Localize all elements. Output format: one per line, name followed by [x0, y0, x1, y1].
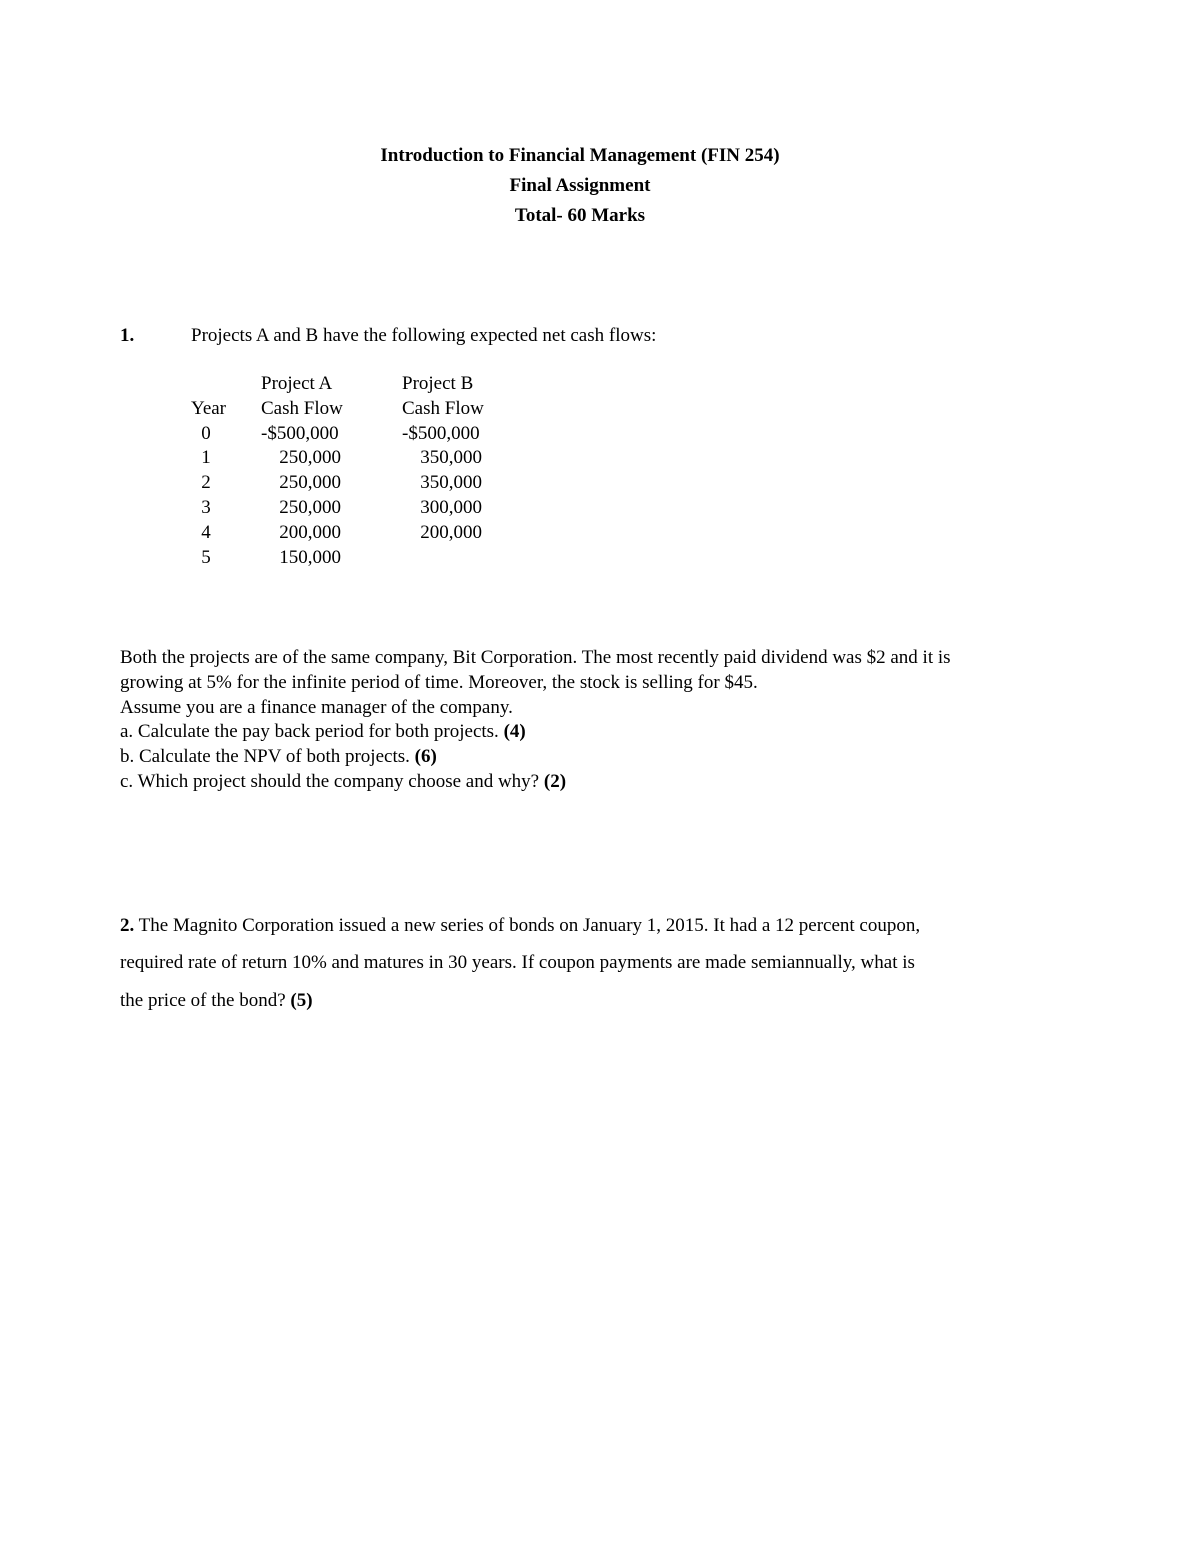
project-a-cell: 250,000	[279, 447, 341, 469]
project-a-cell: 150,000	[279, 546, 341, 568]
project-a-cell: 200,000	[279, 521, 341, 543]
part-c-text: c. Which project should the company choose and why?	[120, 771, 544, 792]
course-title: Introduction to Financial Management (FIN 254)	[380, 145, 780, 166]
part-b-text: b. Calculate the NPV of both projects.	[120, 746, 415, 767]
question-2-text-1: The Magnito Corporation issued a new series of bonds on January 1, 2015. It had a 12 percent coupon,	[134, 915, 921, 936]
year-cell: 0	[201, 422, 211, 444]
question-2-line-3	[120, 989, 313, 1013]
assignment-title: Final Assignment	[509, 175, 651, 196]
project-a-header: Project A	[261, 373, 333, 394]
part-c-marks: (2)	[543, 771, 567, 792]
total-marks: Total- 60 Marks	[514, 205, 646, 226]
question-1-part-b	[120, 745, 437, 770]
project-b-cell: -$500,000	[402, 422, 480, 444]
question-2-marks: (5)	[290, 990, 313, 1011]
question-1-number: 1.	[120, 325, 135, 346]
year-cell: 2	[201, 472, 211, 494]
year-cell: 5	[201, 546, 211, 568]
project-b-cell: 350,000	[420, 447, 482, 469]
project-b-cell: 350,000	[420, 472, 482, 494]
year-header: Year	[191, 397, 227, 419]
project-b-cell: 200,000	[420, 521, 482, 543]
year-cell: 4	[201, 521, 211, 543]
question-2-number: 2.	[120, 915, 135, 936]
question-2-line-1	[120, 914, 920, 938]
project-b-header: Project B	[402, 373, 474, 394]
year-cell: 1	[201, 447, 211, 469]
project-a-cell: 250,000	[279, 472, 341, 494]
question-1-part-c	[120, 770, 566, 795]
question-1-context-line-1: Both the projects are of the same company, Bit Corporation. The most recently paid dividend was $2 and it is	[120, 647, 951, 668]
question-1-intro: Projects A and B have the following expected net cash flows:	[191, 325, 657, 346]
cash-flow-b-header: Cash Flow	[402, 397, 484, 419]
part-a-marks: (4)	[503, 721, 526, 742]
question-1-part-a	[120, 720, 526, 745]
year-cell: 3	[201, 496, 211, 518]
project-a-cell: -$500,000	[261, 422, 339, 444]
question-1-context-line-3: Assume you are a finance manager of the company.	[120, 697, 513, 718]
question-2-line-2: required rate of return 10% and matures in 30 years. If coupon payments are made semiannually, what is	[120, 952, 915, 973]
part-a-text: a. Calculate the pay back period for both projects.	[120, 721, 504, 742]
project-b-cell: 300,000	[420, 496, 482, 518]
part-b-marks: (6)	[414, 746, 437, 767]
cash-flow-a-header: Cash Flow	[261, 397, 343, 419]
question-1-context-line-2: growing at 5% for the infinite period of time. Moreover, the stock is selling for $45.	[120, 672, 758, 693]
question-2-text-3: the price of the bond?	[120, 990, 291, 1011]
project-a-cell: 250,000	[279, 496, 341, 518]
